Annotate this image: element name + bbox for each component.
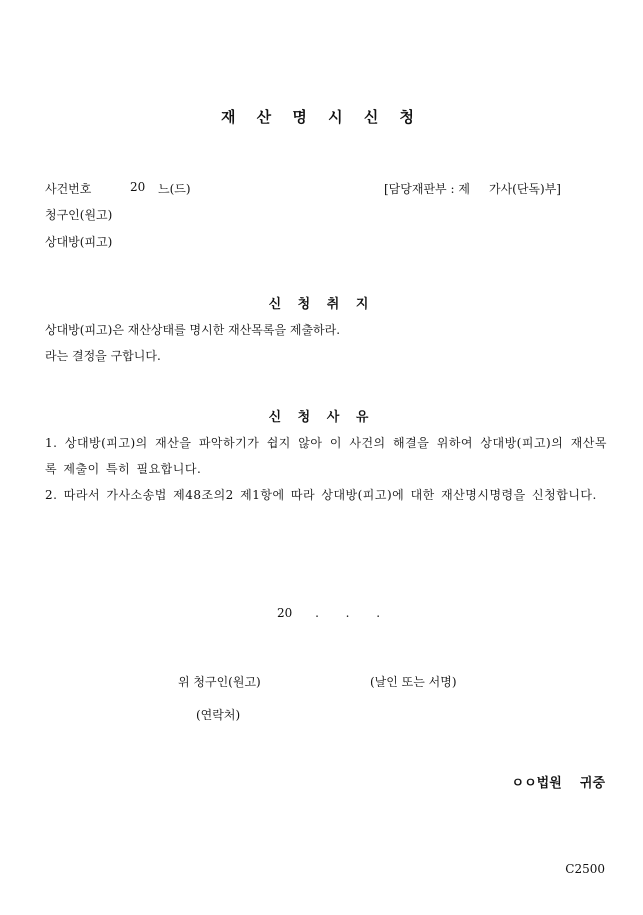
court-addressee: ㅇㅇ법원 귀중	[511, 776, 605, 791]
reason-item-1: 1. 상대방(피고)의 재산을 파악하기가 쉽지 않아 이 사건의 해결을 위하여 상대방(피고)의 재산목록 제출이 특히 필요합니다.	[45, 436, 607, 476]
purpose-line-1: 상대방(피고)은 재산상태를 명시한 재산목록을 제출하라.	[45, 323, 341, 337]
case-year: 20	[130, 180, 146, 194]
respondent-label: 상대방(피고)	[45, 235, 113, 249]
case-type: 느(드)	[158, 182, 191, 196]
reasons-list	[45, 430, 607, 508]
assigned-department: [담당재판부 : 제 가사(단독)부]	[384, 182, 561, 196]
form-code: C2500	[565, 862, 605, 876]
applicant-label: 청구인(원고)	[45, 208, 113, 222]
reasons-heading: 신 청 사 유	[268, 410, 375, 425]
purpose-heading: 신 청 취 지	[268, 297, 375, 312]
seal-or-signature-label: (날인 또는 서명)	[370, 675, 457, 689]
document-title: 재 산 명 시 신 청	[220, 108, 423, 126]
case-number-label: 사건번호	[45, 182, 92, 196]
purpose-line-2: 라는 결정을 구합니다.	[45, 349, 161, 363]
application-date: 20 . . .	[277, 606, 381, 620]
signer-label: 위 청구인(원고)	[178, 675, 261, 689]
contact-label: (연락처)	[196, 708, 241, 722]
reason-item-2: 2. 따라서 가사소송법 제48조의2 제1항에 따라 상대방(피고)에 대한 재산명시명령을 신청합니다.	[45, 488, 597, 502]
